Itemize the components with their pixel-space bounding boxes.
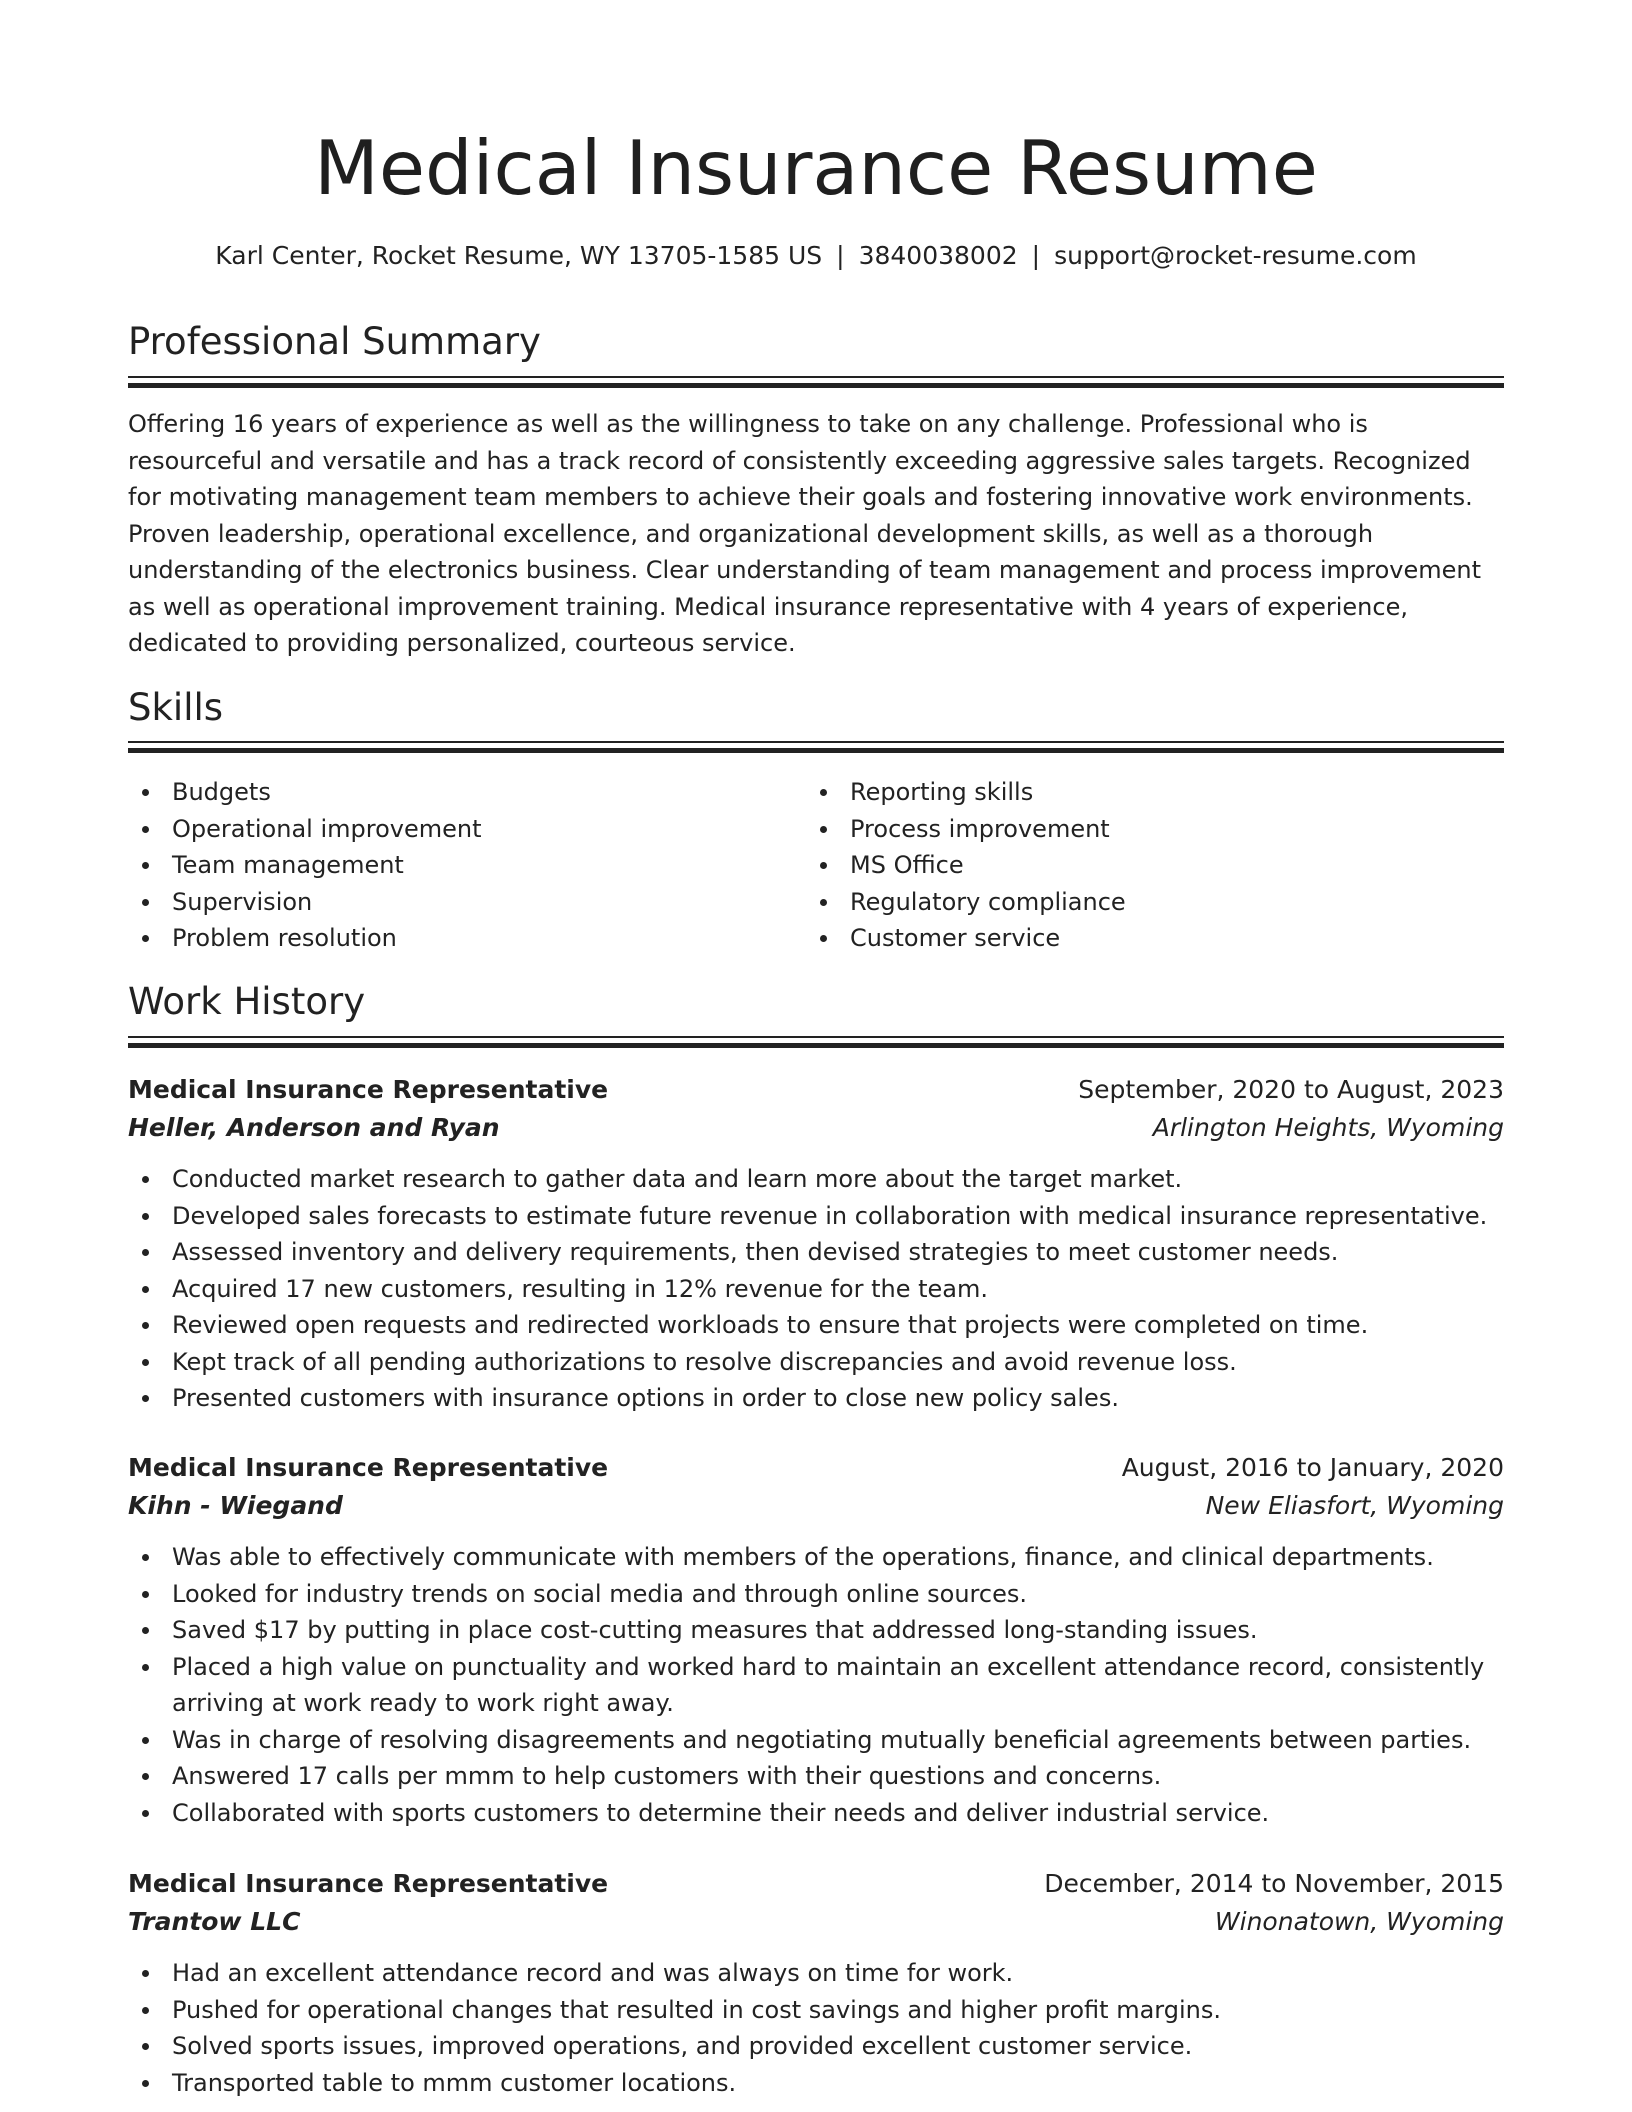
job-dates: August, 2016 to January, 2020 (1121, 1453, 1504, 1482)
list-item: Saved $17 by putting in place cost-cutting measures that addressed long-standing issues. (128, 1612, 1504, 1649)
section-divider (128, 376, 1504, 388)
skill-item: Problem resolution (128, 920, 788, 957)
contact-separator: | (1031, 241, 1041, 270)
contact-separator: | (836, 241, 845, 270)
skill-item: Customer service (806, 920, 1466, 957)
skills-column-left (128, 774, 788, 957)
job-title: Medical Insurance Representative (128, 1869, 609, 1898)
skills-list-left (128, 774, 788, 957)
job-duties-list (128, 1161, 1504, 1417)
skill-item: Regulatory compliance (806, 884, 1466, 921)
list-item: Had an excellent attendance record and was always on time for work. (128, 1955, 1504, 1992)
list-item: Was able to effectively communicate with members of the operations, finance, and clinical departments. (128, 1539, 1504, 1576)
section-heading-skills: Skills (128, 686, 224, 729)
list-item: Answered 17 calls per mmm to help customers with their questions and concerns. (128, 1758, 1504, 1795)
job-entry (128, 1449, 1504, 1831)
list-item: Reviewed open requests and redirected workloads to ensure that projects were completed on time. (128, 1307, 1504, 1344)
job-location: New Eliasfort, Wyoming (1205, 1491, 1504, 1520)
job-entry (128, 1865, 1504, 2101)
job-company: Trantow LLC (128, 1907, 301, 1936)
skills-column-right (806, 774, 1466, 957)
skill-item: Team management (128, 847, 788, 884)
job-duties-list (128, 1955, 1504, 2101)
job-dates: September, 2020 to August, 2023 (1078, 1075, 1504, 1104)
list-item: Presented customers with insurance options in order to close new policy sales. (128, 1380, 1504, 1417)
summary-text: Offering 16 years of experience as well as the willingness to take on any challenge. Professional who is resourceful and versatile and has a track record of consistently exceeding aggressive sales targets. Recognized for motivating management team members to achieve their goals and fostering innovative work environments. Proven leadership, operational excellence, and organizational development skills, as well as a thorough understanding of the electronics business. Clear understanding of team management and process improvement as well as operational improvement training. Medical insurance representative with 4 years of experience, dedicated to providing personalized, courteous service. (128, 410, 1481, 657)
list-item: Pushed for operational changes that resulted in cost savings and higher profit margins. (128, 1992, 1504, 2029)
list-item: Placed a high value on punctuality and worked hard to maintain an excellent attendance record, consistently arriving at work ready to work right away. (128, 1649, 1504, 1722)
job-title: Medical Insurance Representative (128, 1453, 609, 1482)
contact-phone: 3840038002 (858, 241, 1018, 270)
list-item: Kept track of all pending authorizations to resolve discrepancies and avoid revenue loss. (128, 1344, 1504, 1381)
list-item: Conducted market research to gather data and learn more about the target market. (128, 1161, 1504, 1198)
list-item: Acquired 17 new customers, resulting in 12% revenue for the team. (128, 1271, 1504, 1308)
list-item: Collaborated with sports customers to determine their needs and deliver industrial service. (128, 1795, 1504, 1832)
job-company: Heller, Anderson and Ryan (128, 1113, 500, 1142)
job-entry (128, 1071, 1504, 1417)
job-title: Medical Insurance Representative (128, 1075, 609, 1104)
list-item: Looked for industry trends on social media and through online sources. (128, 1576, 1504, 1613)
skill-item: MS Office (806, 847, 1466, 884)
list-item: Solved sports issues, improved operations, and provided excellent customer service. (128, 2028, 1504, 2065)
contact-line (128, 238, 1504, 274)
skill-item: Supervision (128, 884, 788, 921)
list-item: Transported table to mmm customer locations. (128, 2065, 1504, 2102)
list-item: Assessed inventory and delivery requirements, then devised strategies to meet customer needs. (128, 1234, 1504, 1271)
job-location: Arlington Heights, Wyoming (1152, 1113, 1504, 1142)
skill-item: Operational improvement (128, 811, 788, 848)
list-item: Was in charge of resolving disagreements and negotiating mutually beneficial agreements between parties. (128, 1722, 1504, 1759)
skills-list-right (806, 774, 1466, 957)
skill-item: Process improvement (806, 811, 1466, 848)
contact-email: support@rocket-resume.com (1054, 241, 1417, 270)
section-divider (128, 1036, 1504, 1048)
job-dates: December, 2014 to November, 2015 (1044, 1869, 1504, 1898)
section-heading-work-history: Work History (128, 980, 366, 1023)
skill-item: Budgets (128, 774, 788, 811)
resume-title: Medical Insurance Resume (314, 124, 1318, 212)
section-heading-summary: Professional Summary (128, 320, 541, 363)
job-location: Winonatown, Wyoming (1214, 1907, 1504, 1936)
job-company: Kihn - Wiegand (128, 1491, 343, 1520)
section-divider (128, 741, 1504, 753)
job-duties-list (128, 1539, 1504, 1831)
list-item: Developed sales forecasts to estimate future revenue in collaboration with medical insurance representative. (128, 1198, 1504, 1235)
contact-address: Karl Center, Rocket Resume, WY 13705-1585 US (215, 241, 823, 270)
skill-item: Reporting skills (806, 774, 1466, 811)
